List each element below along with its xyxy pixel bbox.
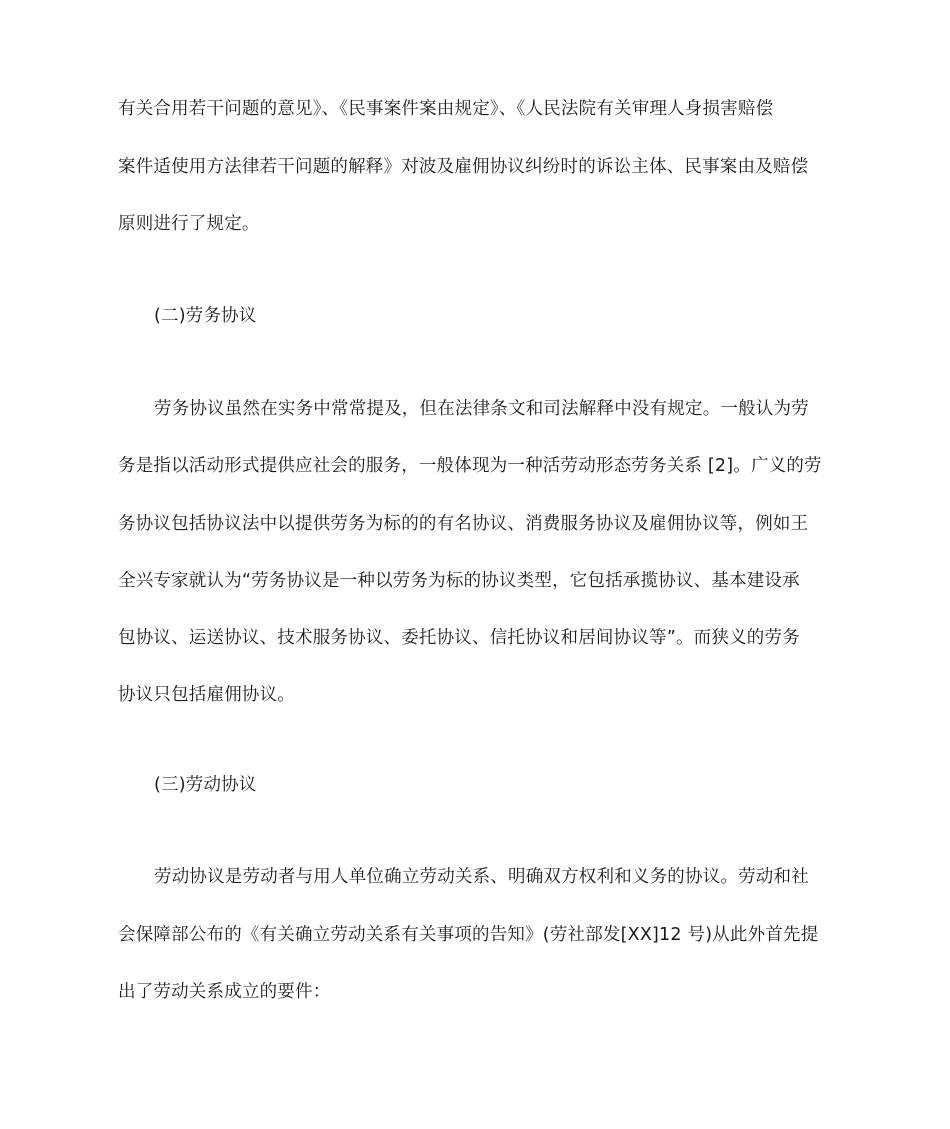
paragraph-line: 包协议、运送协议、技术服务协议、委托协议、信托协议和居间协议等”。而狭义的劳务: [118, 628, 800, 648]
section-heading: (二)劳务协议: [154, 306, 257, 326]
section-heading: (三)劳动协议: [154, 775, 257, 795]
paragraph-line: 会保障部公布的《有关确立劳动关系有关事项的告知》(劳社部发[XX]12 号)从此外首先提: [118, 925, 819, 945]
paragraph-line: 原则进行了规定。: [118, 214, 260, 234]
paragraph-line: 协议只包括雇佣协议。: [118, 685, 295, 705]
paragraph-line: 务是指以活动形式提供应社会的服务，一般体现为一种活劳动形态劳务关系 [2]。广义的劳: [118, 456, 822, 476]
paragraph-line: 出了劳动关系成立的要件：: [118, 982, 331, 1002]
paragraph-line: 有关合用若干问题的意见》、《民事案件案由规定》、《人民法院有关审理人身损害赔偿: [118, 99, 774, 119]
paragraph-line: 务协议包括协议法中以提供劳务为标的的有名协议、消费服务协议及雇佣协议等，例如王: [118, 514, 809, 534]
paragraph-line: 劳务协议虽然在实务中常常提及，但在法律条文和司法解释中没有规定。一般认为劳: [154, 399, 809, 419]
paragraph-line: 案件适使用方法律若干问题的解释》对波及雇佣协议纠纷时的诉讼主体、民事案由及赔偿: [118, 157, 809, 177]
paragraph-line: 全兴专家就认为“劳务协议是一种以劳务为标的协议类型，它包括承揽协议、基本建设承: [118, 571, 800, 591]
paragraph-line: 劳动协议是劳动者与用人单位确立劳动关系、明确双方权利和义务的协议。劳动和社: [154, 867, 809, 887]
